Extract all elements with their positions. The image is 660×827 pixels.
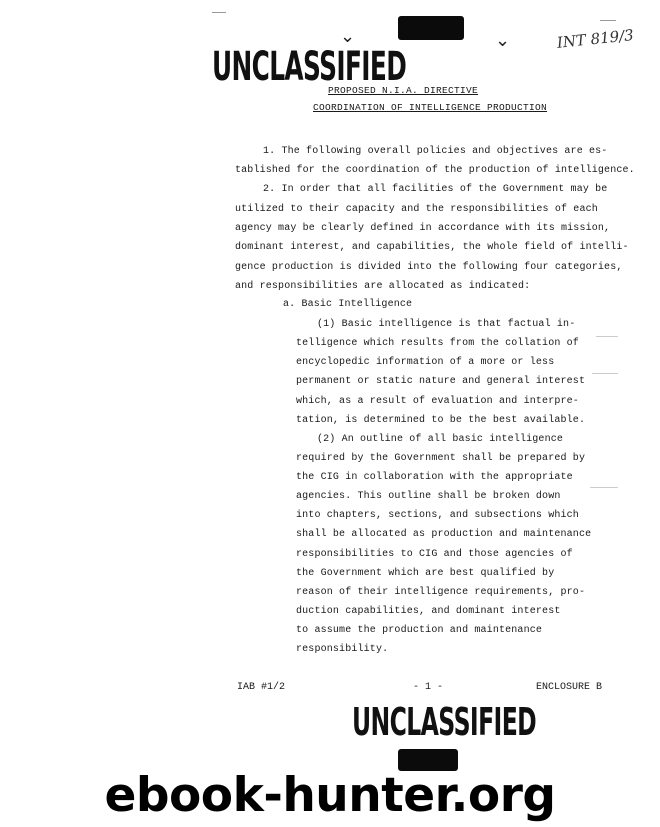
body-line: responsibility. <box>296 644 389 655</box>
body-line: agency may be clearly defined in accordance with its mission, <box>235 223 611 234</box>
margin-dash <box>212 12 226 13</box>
body-line: utilized to their capacity and the responsibilities of each <box>235 204 598 215</box>
body-line: the CIG in collaboration with the appropriate <box>296 472 573 483</box>
section-heading: a. Basic Intelligence <box>283 299 413 310</box>
body-line: encyclopedic information of a more or less <box>296 357 555 368</box>
handwritten-reference: INT 819/3 <box>556 25 635 52</box>
body-line: (2) An outline of all basic intelligence <box>317 434 564 445</box>
body-line: telligence which results from the collation of <box>296 338 579 349</box>
body-line: gence production is divided into the following four categories, <box>235 262 623 273</box>
body-line: responsibilities to CIG and those agencies of <box>296 549 573 560</box>
body-line: which, as a result of evaluation and interpre- <box>296 396 579 407</box>
margin-dash <box>590 487 618 488</box>
body-line: permanent or static nature and general interest <box>296 376 586 387</box>
body-line: the Government which are best qualified by <box>296 568 555 579</box>
body-line: shall be allocated as production and maintenance <box>296 529 592 540</box>
body-line: (1) Basic intelligence is that factual in- <box>317 319 576 330</box>
margin-dash <box>596 336 618 337</box>
body-line: required by the Government shall be prepared by <box>296 453 586 464</box>
body-line: and responsibilities are allocated as indicated: <box>235 281 531 292</box>
body-line: reason of their intelligence requirements, pro- <box>296 587 586 598</box>
body-line: agencies. This outline shall be broken down <box>296 491 561 502</box>
footer-reference: IAB #1/2 <box>237 682 286 693</box>
watermark-banner: ebook-hunter.org <box>104 768 556 823</box>
classification-stamp-bottom: UNCLASSIFIED <box>352 700 537 744</box>
margin-dash <box>592 373 618 374</box>
classification-stamp-top: UNCLASSIFIED <box>212 44 407 90</box>
check-mark-icon: ⌄ <box>495 30 511 51</box>
margin-dash <box>600 20 616 21</box>
body-line: duction capabilities, and dominant interest <box>296 606 561 617</box>
body-line: dominant interest, and capabilities, the whole field of intelli- <box>235 242 629 253</box>
body-line: tablished for the coordination of the production of intelligence. <box>235 165 635 176</box>
document-title: PROPOSED N.I.A. DIRECTIVE <box>328 85 479 96</box>
document-subtitle: COORDINATION OF INTELLIGENCE PRODUCTION <box>313 102 548 113</box>
body-line: 2. In order that all facilities of the Government may be <box>263 184 608 195</box>
enclosure-label: ENCLOSURE B <box>536 682 603 693</box>
body-line: to assume the production and maintenance <box>296 625 543 636</box>
check-mark-icon: ⌄ <box>340 26 356 47</box>
body-line: into chapters, sections, and subsections which <box>296 510 579 521</box>
redaction-bar-top <box>398 16 464 40</box>
body-line: tation, is determined to be the best available. <box>296 415 586 426</box>
page-number: - 1 - <box>413 682 444 693</box>
body-line: 1. The following overall policies and objectives are es- <box>263 146 608 157</box>
